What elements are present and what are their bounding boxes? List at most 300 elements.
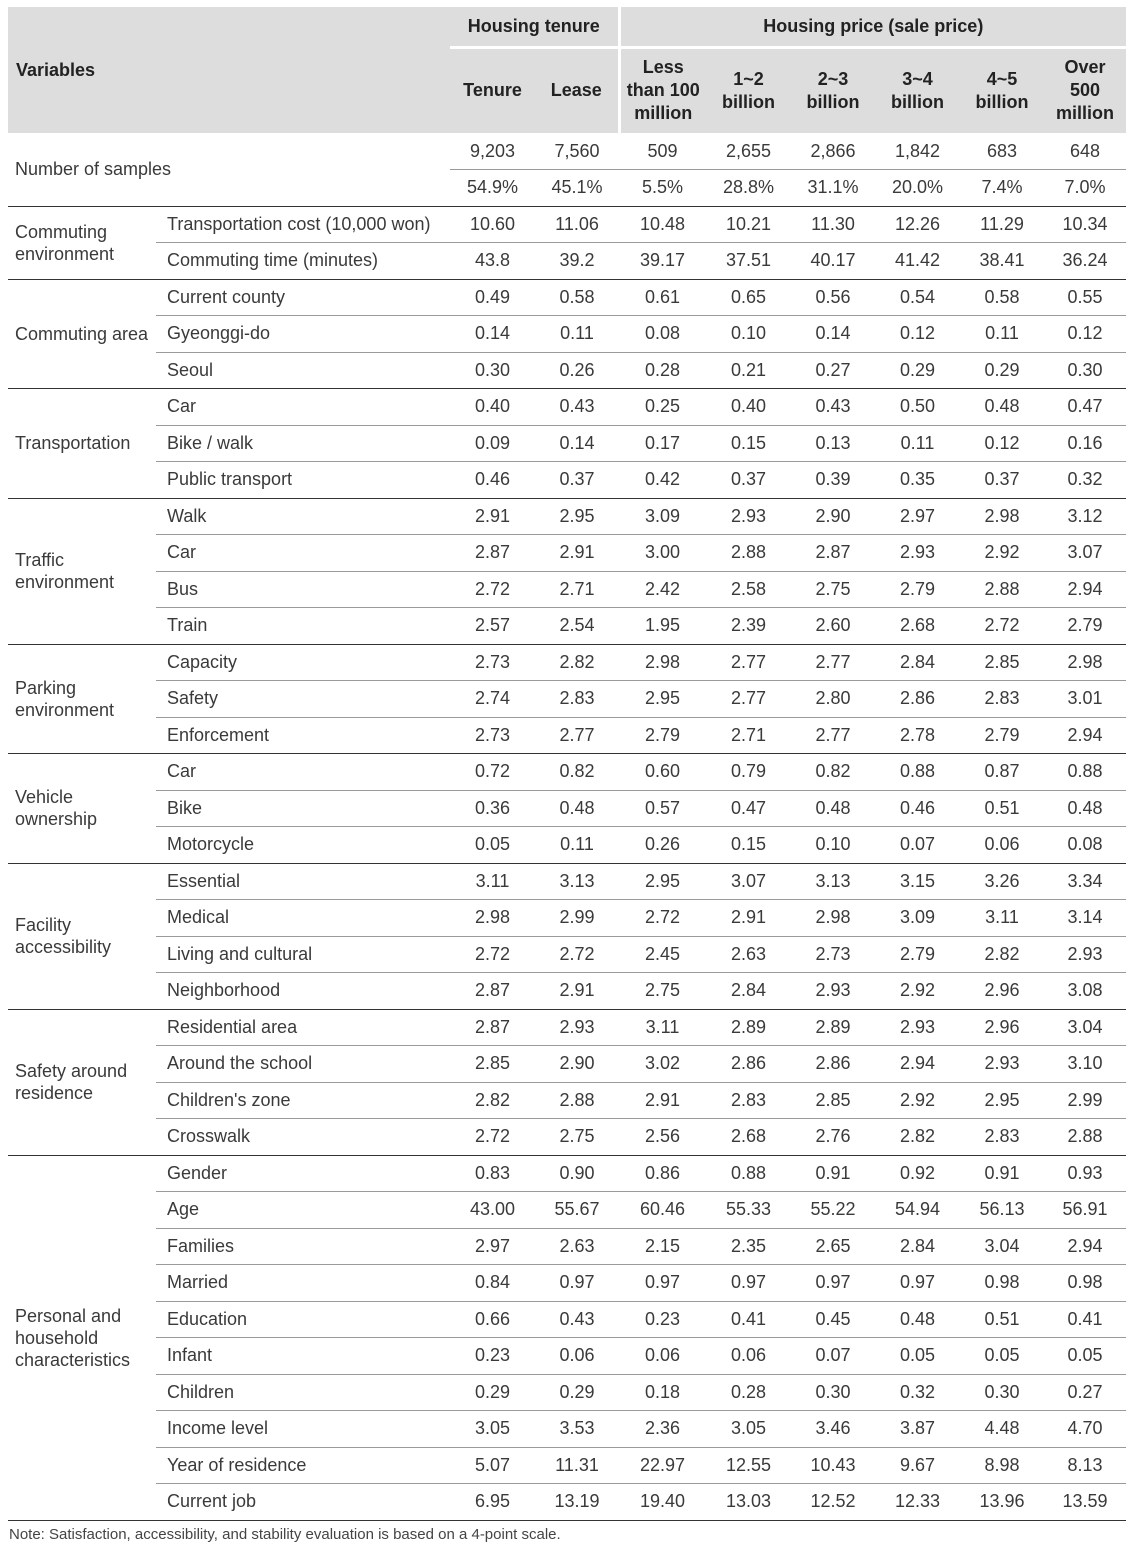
table-cell: 0.05	[875, 1338, 960, 1375]
table-cell: 0.97	[706, 1265, 791, 1302]
table-cell: 0.58	[960, 279, 1044, 316]
table-cell: 0.48	[535, 790, 619, 827]
variable-label: Income level	[156, 1411, 450, 1448]
table-cell: 0.88	[875, 754, 960, 791]
variable-label: Safety	[156, 681, 450, 718]
table-cell: 3.13	[535, 863, 619, 900]
table-row	[8, 316, 1126, 353]
table-row	[8, 1374, 1126, 1411]
table-cell: 2.91	[706, 900, 791, 937]
table-cell: 2.72	[619, 900, 706, 937]
table-cell: 0.37	[706, 462, 791, 499]
table-cell: 0.97	[791, 1265, 875, 1302]
category-label: Commuting environment	[8, 206, 156, 279]
table-cell: 2.89	[791, 1009, 875, 1046]
table-cell: 43.00	[450, 1192, 535, 1229]
table-cell: 12.26	[875, 206, 960, 243]
table-cell: 38.41	[960, 243, 1044, 280]
table-cell: 2.99	[535, 900, 619, 937]
table-cell: 2.72	[450, 1119, 535, 1156]
variable-label: Children	[156, 1374, 450, 1411]
table-cell: 2.93	[960, 1046, 1044, 1083]
table-cell: 2.68	[706, 1119, 791, 1156]
table-row	[8, 717, 1126, 754]
variable-label: Capacity	[156, 644, 450, 681]
table-cell: 0.47	[706, 790, 791, 827]
variable-label: Car	[156, 389, 450, 426]
table-cell: 2.93	[706, 498, 791, 535]
table-cell: 0.41	[706, 1301, 791, 1338]
table-cell: 55.67	[535, 1192, 619, 1229]
table-cell: 2.42	[619, 571, 706, 608]
table-cell: 0.54	[875, 279, 960, 316]
table-cell: 2.79	[1044, 608, 1126, 645]
table-cell: 0.92	[875, 1155, 960, 1192]
variable-label: Car	[156, 754, 450, 791]
table-cell: 6.95	[450, 1484, 535, 1521]
table-cell: 0.46	[875, 790, 960, 827]
table-cell: 0.12	[960, 425, 1044, 462]
table-cell: 37.51	[706, 243, 791, 280]
table-cell: 56.13	[960, 1192, 1044, 1229]
table-cell: 683	[960, 133, 1044, 170]
table-cell: 0.88	[1044, 754, 1126, 791]
table-cell: 0.37	[960, 462, 1044, 499]
table-cell: 0.29	[875, 352, 960, 389]
table-cell: 0.30	[450, 352, 535, 389]
variable-label: Train	[156, 608, 450, 645]
col-header-1-2-billion: 1~2 billion	[706, 47, 791, 133]
table-cell: 0.58	[535, 279, 619, 316]
table-cell: 2.39	[706, 608, 791, 645]
table-row	[8, 1155, 1126, 1192]
table-row	[8, 1009, 1126, 1046]
table-note: Note: Satisfaction, accessibility, and stability evaluation is based on a 4-point scale.	[9, 1526, 561, 1543]
table-row	[8, 535, 1126, 572]
variable-label: Living and cultural	[156, 936, 450, 973]
table-cell: 0.50	[875, 389, 960, 426]
table-cell: 2.85	[791, 1082, 875, 1119]
table-cell: 0.29	[960, 352, 1044, 389]
table-cell: 13.03	[706, 1484, 791, 1521]
table-cell: 7,560	[535, 133, 619, 170]
table-cell: 2.87	[450, 1009, 535, 1046]
table-cell: 0.11	[875, 425, 960, 462]
table-cell: 2.58	[706, 571, 791, 608]
table-cell: 2.72	[960, 608, 1044, 645]
table-cell: 2.77	[706, 681, 791, 718]
table-cell: 3.11	[450, 863, 535, 900]
table-cell: 11.30	[791, 206, 875, 243]
table-cell: 3.05	[450, 1411, 535, 1448]
variable-label: Medical	[156, 900, 450, 937]
table-cell: 0.84	[450, 1265, 535, 1302]
variable-label: Bike	[156, 790, 450, 827]
variable-label: Residential area	[156, 1009, 450, 1046]
table-cell: 0.97	[619, 1265, 706, 1302]
table-cell: 2.98	[791, 900, 875, 937]
table-cell: 0.08	[1044, 827, 1126, 864]
table-cell: 3.13	[791, 863, 875, 900]
variable-label: Current job	[156, 1484, 450, 1521]
table-cell: 2.92	[960, 535, 1044, 572]
table-cell: 10.60	[450, 206, 535, 243]
col-header-less-than-100-million: Less than 100 million	[619, 47, 706, 133]
table-row	[8, 243, 1126, 280]
table-cell: 0.26	[535, 352, 619, 389]
table-cell: 0.55	[1044, 279, 1126, 316]
table-cell: 2.86	[875, 681, 960, 718]
table-row	[8, 1228, 1126, 1265]
table-cell: 0.97	[535, 1265, 619, 1302]
table-cell: 3.07	[1044, 535, 1126, 572]
table-cell: 2.82	[875, 1119, 960, 1156]
table-cell: 2.78	[875, 717, 960, 754]
variable-label: Bike / walk	[156, 425, 450, 462]
table-cell: 0.49	[450, 279, 535, 316]
variable-label: Transportation cost (10,000 won)	[156, 206, 450, 243]
table-cell: 0.65	[706, 279, 791, 316]
table-cell: 2.82	[535, 644, 619, 681]
table-cell: 39.17	[619, 243, 706, 280]
table-cell: 0.82	[535, 754, 619, 791]
table-cell: 3.09	[619, 498, 706, 535]
variable-label: Commuting time (minutes)	[156, 243, 450, 280]
table-row	[8, 279, 1126, 316]
col-header-over-500-million: Over 500 million	[1044, 47, 1126, 133]
table-cell: 5.5%	[619, 170, 706, 207]
table-cell: 2.15	[619, 1228, 706, 1265]
table-cell: 2.98	[619, 644, 706, 681]
col-header-lease: Lease	[535, 47, 619, 133]
table-cell: 0.29	[535, 1374, 619, 1411]
table-cell: 0.28	[619, 352, 706, 389]
table-cell: 0.42	[619, 462, 706, 499]
table-row	[8, 1119, 1126, 1156]
table-cell: 0.10	[791, 827, 875, 864]
table-cell: 2.63	[706, 936, 791, 973]
table-cell: 0.11	[960, 316, 1044, 353]
table-cell: 2.91	[535, 973, 619, 1010]
variable-label: Around the school	[156, 1046, 450, 1083]
table-cell: 0.91	[791, 1155, 875, 1192]
table-cell: 0.83	[450, 1155, 535, 1192]
table-cell: 0.12	[1044, 316, 1126, 353]
table-cell: 0.48	[960, 389, 1044, 426]
variable-label: Children's zone	[156, 1082, 450, 1119]
table-row	[8, 863, 1126, 900]
table-cell: 3.04	[1044, 1009, 1126, 1046]
table-row	[8, 754, 1126, 791]
table-cell: 3.01	[1044, 681, 1126, 718]
table-cell: 2.83	[535, 681, 619, 718]
table-cell: 40.17	[791, 243, 875, 280]
table-cell: 2.73	[450, 717, 535, 754]
table-cell: 2.94	[1044, 717, 1126, 754]
table-row	[8, 498, 1126, 535]
table-row	[8, 425, 1126, 462]
table-cell: 7.0%	[1044, 170, 1126, 207]
table-row	[8, 352, 1126, 389]
table-cell: 3.07	[706, 863, 791, 900]
table-cell: 2.77	[535, 717, 619, 754]
category-label: Facility accessibility	[8, 863, 156, 1009]
table-cell: 39.2	[535, 243, 619, 280]
table-cell: 0.47	[1044, 389, 1126, 426]
table-cell: 0.30	[960, 1374, 1044, 1411]
table-cell: 3.08	[1044, 973, 1126, 1010]
variable-label: Public transport	[156, 462, 450, 499]
variable-label: Crosswalk	[156, 1119, 450, 1156]
table-cell: 0.15	[706, 425, 791, 462]
table-cell: 0.07	[791, 1338, 875, 1375]
table-cell: 0.57	[619, 790, 706, 827]
table-cell: 2.75	[791, 571, 875, 608]
table-cell: 0.43	[535, 1301, 619, 1338]
table-cell: 2.71	[535, 571, 619, 608]
table-cell: 2.93	[1044, 936, 1126, 973]
table-cell: 2.93	[875, 1009, 960, 1046]
table-cell: 2.88	[706, 535, 791, 572]
table-cell: 2.96	[960, 973, 1044, 1010]
table-cell: 8.13	[1044, 1447, 1126, 1484]
variable-label: Current county	[156, 279, 450, 316]
table-cell: 0.51	[960, 1301, 1044, 1338]
table-cell: 2.72	[450, 571, 535, 608]
table-cell: 2.82	[450, 1082, 535, 1119]
table-cell: 56.91	[1044, 1192, 1126, 1229]
table-cell: 2.91	[619, 1082, 706, 1119]
table-cell: 0.09	[450, 425, 535, 462]
table-row	[8, 206, 1126, 243]
table-cell: 2.79	[619, 717, 706, 754]
variable-label: Families	[156, 1228, 450, 1265]
table-cell: 2.98	[450, 900, 535, 937]
table-cell: 10.34	[1044, 206, 1126, 243]
table-cell: 2.92	[875, 973, 960, 1010]
table-cell: 0.11	[535, 316, 619, 353]
table-row	[8, 1301, 1126, 1338]
table-cell: 0.91	[960, 1155, 1044, 1192]
table-cell: 2.88	[960, 571, 1044, 608]
table-cell: 55.33	[706, 1192, 791, 1229]
table-cell: 2.76	[791, 1119, 875, 1156]
table-cell: 0.18	[619, 1374, 706, 1411]
table-cell: 2.94	[875, 1046, 960, 1083]
table-cell: 22.97	[619, 1447, 706, 1484]
table-cell: 2.83	[960, 681, 1044, 718]
table-row	[8, 936, 1126, 973]
category-label: Vehicle ownership	[8, 754, 156, 864]
table-row	[8, 1484, 1126, 1521]
table-cell: 2.93	[875, 535, 960, 572]
table-cell: 0.48	[791, 790, 875, 827]
table-cell: 0.10	[706, 316, 791, 353]
table-row	[8, 571, 1126, 608]
table-cell: 0.30	[1044, 352, 1126, 389]
table-cell: 2.54	[535, 608, 619, 645]
table-cell: 0.05	[1044, 1338, 1126, 1375]
variable-label: Car	[156, 535, 450, 572]
table-row	[8, 462, 1126, 499]
table-cell: 0.45	[791, 1301, 875, 1338]
table-cell: 0.61	[619, 279, 706, 316]
table-cell: 2.73	[791, 936, 875, 973]
table-cell: 3.05	[706, 1411, 791, 1448]
col-header-4-5-billion: 4~5 billion	[960, 47, 1044, 133]
table-cell: 2.71	[706, 717, 791, 754]
table-cell: 0.39	[791, 462, 875, 499]
table-cell: 0.46	[450, 462, 535, 499]
table-cell: 0.35	[875, 462, 960, 499]
category-label: Safety around residence	[8, 1009, 156, 1155]
table-cell: 0.32	[1044, 462, 1126, 499]
table-cell: 0.79	[706, 754, 791, 791]
table-row	[8, 644, 1126, 681]
variable-label: Enforcement	[156, 717, 450, 754]
table-row	[8, 973, 1126, 1010]
table-cell: 0.82	[791, 754, 875, 791]
table-cell: 2.77	[791, 644, 875, 681]
table-cell: 2.95	[619, 681, 706, 718]
table-cell: 2.98	[960, 498, 1044, 535]
table-cell: 2.84	[875, 644, 960, 681]
table-cell: 0.26	[619, 827, 706, 864]
table-cell: 12.52	[791, 1484, 875, 1521]
table-cell: 3.12	[1044, 498, 1126, 535]
table-cell: 2.83	[960, 1119, 1044, 1156]
table-row	[8, 1082, 1126, 1119]
variable-label: Infant	[156, 1338, 450, 1375]
header-housing-tenure: Housing tenure	[450, 7, 619, 47]
table-cell: 3.02	[619, 1046, 706, 1083]
table-cell: 2.88	[1044, 1119, 1126, 1156]
table-cell: 2.99	[1044, 1082, 1126, 1119]
table-cell: 0.32	[875, 1374, 960, 1411]
table-cell: 2.83	[706, 1082, 791, 1119]
category-label: Parking environment	[8, 644, 156, 754]
table-cell: 0.06	[706, 1338, 791, 1375]
table-cell: 2.75	[619, 973, 706, 1010]
table-row	[8, 900, 1126, 937]
table-cell: 2.45	[619, 936, 706, 973]
table-cell: 19.40	[619, 1484, 706, 1521]
category-label: Traffic environment	[8, 498, 156, 644]
table-cell: 13.59	[1044, 1484, 1126, 1521]
table-cell: 0.93	[1044, 1155, 1126, 1192]
data-table	[8, 7, 1126, 1521]
table-cell: 0.23	[450, 1338, 535, 1375]
table-cell: 4.48	[960, 1411, 1044, 1448]
table-cell: 2.35	[706, 1228, 791, 1265]
table-cell: 36.24	[1044, 243, 1126, 280]
table-cell: 7.4%	[960, 170, 1044, 207]
table-cell: 2.75	[535, 1119, 619, 1156]
table-cell: 2.57	[450, 608, 535, 645]
table-cell: 3.11	[619, 1009, 706, 1046]
table-cell: 2.95	[535, 498, 619, 535]
table-cell: 0.40	[450, 389, 535, 426]
table-cell: 0.43	[791, 389, 875, 426]
table-cell: 2.93	[535, 1009, 619, 1046]
table-cell: 2.90	[791, 498, 875, 535]
table-cell: 0.98	[1044, 1265, 1126, 1302]
table-cell: 0.41	[1044, 1301, 1126, 1338]
table-cell: 2.84	[706, 973, 791, 1010]
table-cell: 0.29	[450, 1374, 535, 1411]
header-variables: Variables	[8, 7, 450, 133]
table-cell: 0.06	[960, 827, 1044, 864]
table-cell: 0.05	[450, 827, 535, 864]
table-cell: 2.91	[450, 498, 535, 535]
table-cell: 3.00	[619, 535, 706, 572]
header-housing-price: Housing price (sale price)	[619, 7, 1126, 47]
variable-label: Walk	[156, 498, 450, 535]
table-cell: 2.36	[619, 1411, 706, 1448]
variable-label: Neighborhood	[156, 973, 450, 1010]
table-row	[8, 681, 1126, 718]
table-cell: 0.17	[619, 425, 706, 462]
table-cell: 31.1%	[791, 170, 875, 207]
table-cell: 0.28	[706, 1374, 791, 1411]
table-cell: 10.48	[619, 206, 706, 243]
table-cell: 0.27	[791, 352, 875, 389]
table-cell: 0.23	[619, 1301, 706, 1338]
table-cell: 3.46	[791, 1411, 875, 1448]
table-cell: 2.91	[535, 535, 619, 572]
table-cell: 2.60	[791, 608, 875, 645]
table-cell: 54.9%	[450, 170, 535, 207]
table-row	[8, 1046, 1126, 1083]
table-cell: 2.92	[875, 1082, 960, 1119]
variable-label: Education	[156, 1301, 450, 1338]
table-cell: 28.8%	[706, 170, 791, 207]
table-cell: 0.48	[875, 1301, 960, 1338]
table-cell: 10.43	[791, 1447, 875, 1484]
table-cell: 2.94	[1044, 1228, 1126, 1265]
table-cell: 0.15	[706, 827, 791, 864]
table-row	[8, 1338, 1126, 1375]
table-cell: 2.79	[875, 936, 960, 973]
table-cell: 45.1%	[535, 170, 619, 207]
table-cell: 2.72	[535, 936, 619, 973]
table-cell: 2.94	[1044, 571, 1126, 608]
table-cell: 20.0%	[875, 170, 960, 207]
col-header-tenure: Tenure	[450, 47, 535, 133]
table-cell: 2.87	[791, 535, 875, 572]
samples-count-row	[8, 133, 1126, 170]
table-cell: 0.87	[960, 754, 1044, 791]
table-cell: 2.56	[619, 1119, 706, 1156]
table-cell: 2.77	[706, 644, 791, 681]
table-cell: 13.19	[535, 1484, 619, 1521]
table-cell: 2.87	[450, 535, 535, 572]
variable-label: Age	[156, 1192, 450, 1229]
table-cell: 2.95	[619, 863, 706, 900]
table-cell: 0.56	[791, 279, 875, 316]
table-row	[8, 790, 1126, 827]
table-cell: 41.42	[875, 243, 960, 280]
table-cell: 0.72	[450, 754, 535, 791]
table-cell: 0.88	[706, 1155, 791, 1192]
table-cell: 0.98	[960, 1265, 1044, 1302]
table-cell: 60.46	[619, 1192, 706, 1229]
table-cell: 2.90	[535, 1046, 619, 1083]
table-row	[8, 1265, 1126, 1302]
table-cell: 2.98	[1044, 644, 1126, 681]
category-label: Personal and household characteristics	[8, 1155, 156, 1520]
table-cell: 0.48	[1044, 790, 1126, 827]
